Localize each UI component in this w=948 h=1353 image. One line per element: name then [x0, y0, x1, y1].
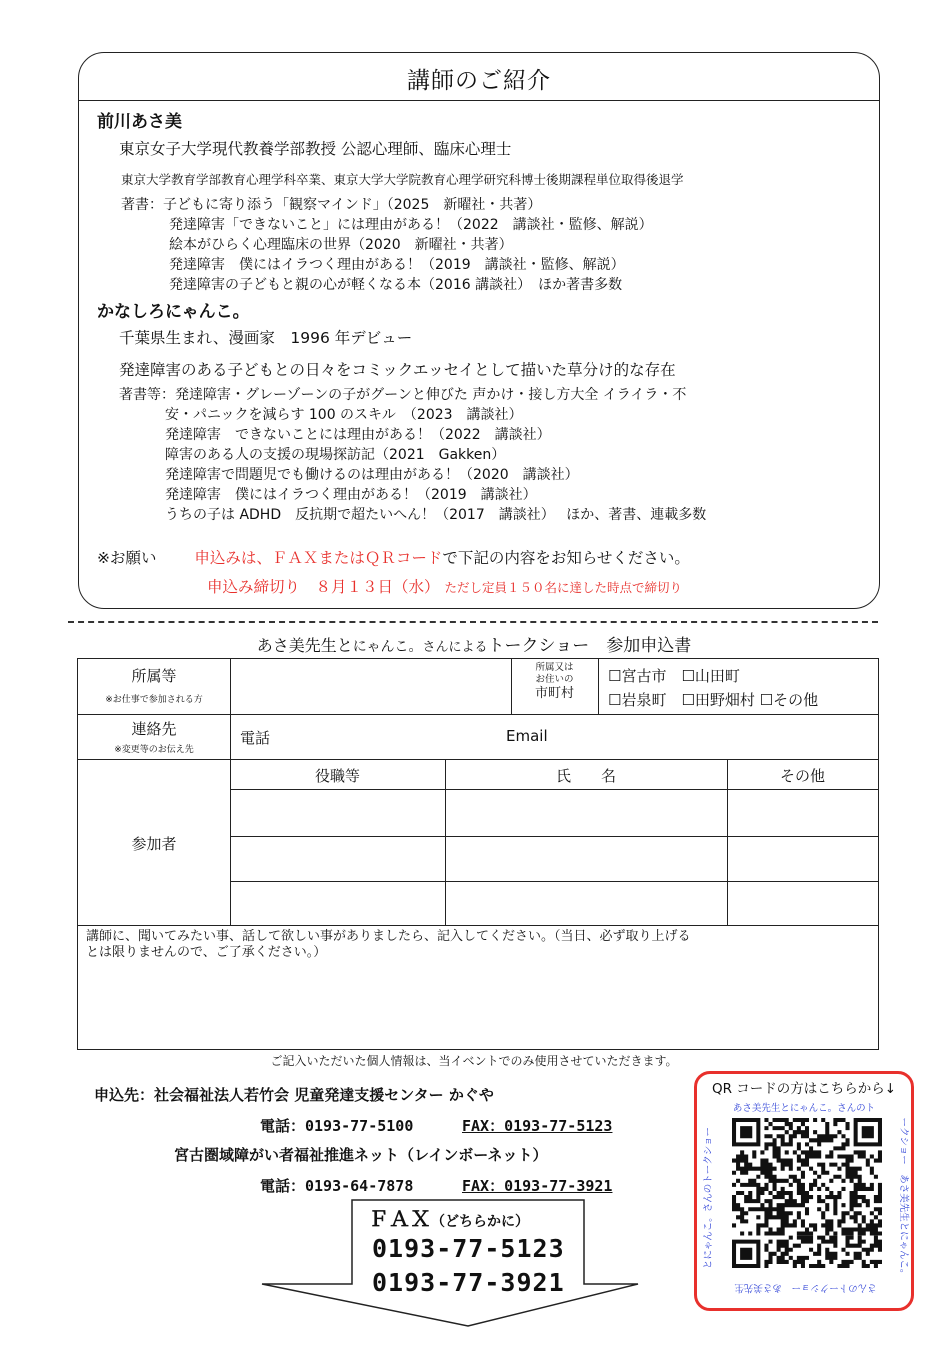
municipality-options-row2[interactable]: ☐岩泉町 ☐田野畑村 ☐その他	[608, 691, 819, 709]
qr-modules	[732, 1118, 882, 1268]
lecturer1-education: 東京大学教育学部教育心理学科卒業、東京大学大学院教育心理学研究科博士後期課程単位取得後退学	[121, 172, 684, 187]
phone-label: 電話	[240, 729, 271, 747]
org2-fax: FAX：0193-77-3921	[462, 1177, 613, 1195]
form-title-part: トークショー 参加申込書	[487, 636, 692, 656]
participant-other-input[interactable]	[728, 882, 878, 925]
lecturer1-position: 東京女子大学現代教養学部教授 公認心理師、臨床心理士	[119, 140, 512, 158]
email-label: Email	[506, 727, 548, 745]
participant-title-input[interactable]	[231, 882, 445, 925]
request-method: 申込みは、ＦＡＸまたはＱＲコード	[194, 549, 443, 567]
participant-name-input[interactable]	[446, 882, 727, 925]
instructor-intro-box	[78, 52, 880, 609]
lecturer2-book: 発達障害で問題児でも働けるのは理由がある！（2020 講談社）	[165, 467, 579, 483]
row-divider	[78, 925, 878, 926]
cut-line	[68, 621, 878, 623]
questions-prompt-line: とは限りませんので、ご了承ください。）	[86, 945, 327, 960]
qr-caption-right: ークショー あさ美先生とにゃんこ。	[898, 1117, 909, 1279]
municipality-label-line: 市町村	[534, 686, 574, 701]
participant-title-input[interactable]	[231, 790, 445, 835]
request-line	[97, 546, 690, 568]
lecturer2-book: 著書等：発達障害・グレーゾーンの子がグーンと伸びた 声かけ・接し方大全 イライラ・不	[119, 387, 687, 403]
request-label: ※お願い	[97, 549, 157, 567]
column-header-name: 氏 名	[555, 767, 616, 785]
municipality-options-row1[interactable]: ☐宮古市 ☐山田町	[608, 667, 740, 685]
participant-name-input[interactable]	[446, 790, 727, 835]
org1-tel: 電話：0193-77-5100	[260, 1117, 414, 1135]
lecturer2-name: かなしろにゃんこ。	[97, 302, 250, 322]
participant-other-input[interactable]	[728, 837, 878, 881]
participant-title-input[interactable]	[231, 837, 445, 881]
form-title-part: あさ美先生と	[256, 636, 353, 655]
questions-input[interactable]	[79, 964, 877, 1049]
form-title	[0, 631, 948, 656]
row-divider	[78, 759, 878, 760]
questions-prompt	[86, 929, 691, 961]
fax-note: （どちらかに）	[431, 1214, 529, 1230]
lecturer1-book: 発達障害の子どもと親の心が軽くなる本（2016 講談社） ほか著書多数	[169, 277, 623, 293]
participants-label: 参加者	[131, 835, 177, 853]
fax-label: ＦＡＸ	[368, 1207, 431, 1231]
request-rest: で下記の内容をお知らせください。	[442, 549, 690, 567]
qr-caption-top: あさ美先生とにゃんこ。さんのト	[732, 1103, 876, 1114]
lecturer1-book: 発達障害「できないこと」には理由がある！（2022 講談社・監修、解説）	[169, 217, 653, 233]
contact-note: ※変更等のお伝え先	[114, 745, 194, 755]
affiliation-label: 所属等	[131, 667, 177, 685]
intro-title: 講師のご紹介	[407, 68, 551, 94]
deadline-note: ただし定員１５０名に達した時点で締切り	[444, 580, 682, 595]
qr-heading: QR コードの方はこちらから↓	[711, 1081, 897, 1097]
affiliation-input[interactable]	[231, 660, 511, 713]
fax-heading	[368, 1203, 529, 1233]
municipality-label-line: お住いの	[535, 674, 574, 685]
column-header-title: 役職等	[314, 767, 360, 785]
org1-fax: FAX：0193-77-5123	[462, 1117, 613, 1135]
deadline: 申込み締切り ８月１３日（水）	[207, 578, 440, 596]
form-title-part: さんによる	[422, 640, 488, 655]
affiliation-note: ※お仕事で参加される方	[105, 695, 203, 705]
deadline-line	[207, 575, 682, 597]
lecturer2-book: うちの子は ADHD 反抗期で超たいへん！（2017 講談社） ほか、著書、連載多数	[165, 507, 707, 523]
lecturer2-book: 発達障害 できないことには理由がある！（2022 講談社）	[165, 427, 551, 443]
qr-caption-bottom: さんのトークショー あさ美先生	[734, 1282, 877, 1293]
qr-caption-left: とにゃんこ。さんのトークショー	[703, 1126, 714, 1270]
lecturer2-book: 障害のある人の支援の現場探訪記（2021 Gakken）	[165, 447, 506, 463]
contact-label: 連絡先	[131, 720, 177, 738]
participant-other-input[interactable]	[728, 790, 878, 835]
questions-prompt-line: 講師に、聞いてみたい事、話して欲しい事がありましたら、記入してください。（当日、必ず取り上げる	[86, 929, 691, 944]
form-title-part: にゃんこ。	[352, 639, 423, 655]
lecturer2-description: 発達障害のある子どもとの日々をコミックエッセイとして描いた草分け的な存在	[119, 361, 676, 379]
intro-title-divider	[79, 100, 879, 101]
org2-name: 宮古圏域障がい者福祉推進ネット（レインボーネット）	[174, 1146, 548, 1164]
lecturer2-book: 発達障害 僕にはイラつく理由がある！（2019 講談社）	[165, 487, 537, 503]
municipality-label	[511, 662, 598, 702]
fax-number-1: 0193-77-5123	[372, 1234, 565, 1263]
column-header-other: その他	[779, 767, 825, 785]
org2-tel: 電話：0193-64-7878	[260, 1177, 414, 1195]
qr-code-icon[interactable]	[732, 1118, 882, 1268]
org1-name: 申込先：社会福祉法人若竹会 児童発達支援センター かぐや	[94, 1086, 494, 1104]
lecturer2-book: 安・パニックを減らす 100 のスキル （2023 講談社）	[165, 407, 523, 423]
lecturer1-book: 著書：子どもに寄り添う「観察マインド」（2025 新曜社・共著）	[121, 197, 542, 213]
lecturer2-profile: 千葉県生まれ、漫画家 1996 年デビュー	[119, 329, 413, 347]
lecturer1-book: 絵本がひらく心理臨床の世界（2020 新曜社・共著）	[169, 237, 513, 253]
fax-number-2: 0193-77-3921	[372, 1268, 565, 1297]
row-divider	[78, 714, 878, 715]
privacy-note: ご記入いただいた個人情報は、当イベントでのみ使用させていただきます。	[270, 1054, 678, 1068]
participant-name-input[interactable]	[446, 837, 727, 881]
lecturer1-name: 前川あさ美	[97, 112, 182, 132]
col-divider	[598, 659, 599, 714]
municipality-label-line: 所属又は	[535, 662, 574, 673]
registration-form	[77, 658, 879, 1050]
lecturer1-book: 発達障害 僕にはイラつく理由がある！（2019 講談社・監修、解説）	[169, 257, 625, 273]
qr-panel	[694, 1071, 914, 1311]
